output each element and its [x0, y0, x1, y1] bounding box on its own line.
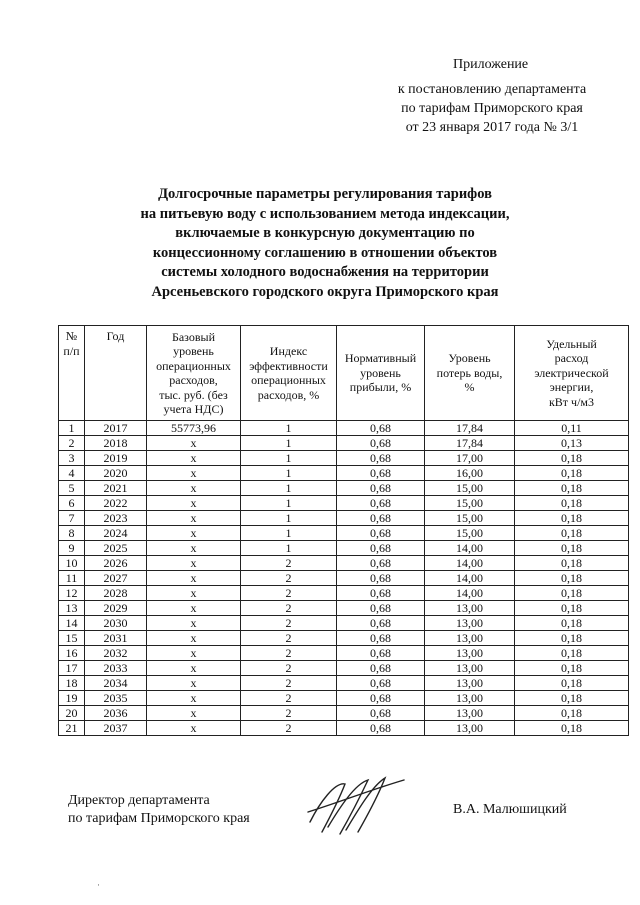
- header-line: №: [65, 329, 78, 343]
- cell-number: 11: [59, 571, 85, 586]
- cell-year: 2026: [85, 556, 147, 571]
- cell-year: 2034: [85, 676, 147, 691]
- cell-number: 20: [59, 706, 85, 721]
- cell-energy-consumption: 0,18: [515, 631, 629, 646]
- cell-efficiency-index: 1: [241, 541, 337, 556]
- title-line: системы холодного водоснабжения на территории: [161, 264, 489, 280]
- cell-energy-consumption: 0,18: [515, 526, 629, 541]
- cell-base-opex: х: [147, 436, 241, 451]
- header-line: Уровень: [448, 351, 491, 366]
- table-row: [59, 421, 629, 436]
- table-row: [59, 526, 629, 541]
- header-energy-consumption: [515, 326, 629, 421]
- cell-energy-consumption: 0,18: [515, 466, 629, 481]
- cell-energy-consumption: 0,18: [515, 496, 629, 511]
- header-line: Нормативный: [344, 351, 417, 366]
- header-line: учета НДС): [163, 402, 224, 416]
- header-line: тыс. руб. (без: [159, 387, 228, 402]
- header-line: Удельный: [546, 336, 597, 351]
- header-line: п/п: [63, 343, 80, 358]
- cell-efficiency-index: 1: [241, 481, 337, 496]
- cell-year: 2019: [85, 451, 147, 466]
- cell-efficiency-index: 1: [241, 526, 337, 541]
- cell-efficiency-index: 1: [241, 511, 337, 526]
- cell-year: 2022: [85, 496, 147, 511]
- table-row: [59, 646, 629, 661]
- cell-profit-level: 0,68: [337, 436, 425, 451]
- cell-efficiency-index: 2: [241, 586, 337, 601]
- cell-energy-consumption: 0,13: [515, 436, 629, 451]
- cell-energy-consumption: 0,18: [515, 691, 629, 706]
- cell-number: 21: [59, 721, 85, 736]
- title-line: Долгосрочные параметры регулирования тарифов: [158, 186, 492, 202]
- cell-profit-level: 0,68: [337, 676, 425, 691]
- cell-energy-consumption: 0,18: [515, 676, 629, 691]
- header-profit-level: [337, 326, 425, 421]
- cell-number: 1: [59, 421, 85, 436]
- cell-water-loss: 14,00: [425, 556, 515, 571]
- director-title: [68, 792, 250, 828]
- header-line: электрической: [534, 365, 609, 380]
- cell-base-opex: х: [147, 586, 241, 601]
- cell-efficiency-index: 2: [241, 646, 337, 661]
- cell-year: 2035: [85, 691, 147, 706]
- cell-base-opex: х: [147, 616, 241, 631]
- cell-efficiency-index: 1: [241, 466, 337, 481]
- cell-number: 7: [59, 511, 85, 526]
- cell-water-loss: 15,00: [425, 496, 515, 511]
- cell-year: 2018: [85, 436, 147, 451]
- cell-profit-level: 0,68: [337, 511, 425, 526]
- cell-year: 2020: [85, 466, 147, 481]
- header-base-opex: [147, 326, 241, 421]
- cell-profit-level: 0,68: [337, 721, 425, 736]
- title-line: концессионному соглашению в отношении объектов: [152, 244, 498, 261]
- cell-energy-consumption: 0,18: [515, 586, 629, 601]
- cell-base-opex: х: [147, 691, 241, 706]
- scan-speck: ·: [97, 880, 100, 890]
- cell-year: 2032: [85, 646, 147, 661]
- cell-year: 2033: [85, 661, 147, 676]
- cell-year: 2028: [85, 586, 147, 601]
- header-row: [59, 326, 629, 421]
- cell-base-opex: х: [147, 631, 241, 646]
- cell-energy-consumption: 0,18: [515, 511, 629, 526]
- cell-water-loss: 13,00: [425, 616, 515, 631]
- table-row: [59, 706, 629, 721]
- cell-profit-level: 0,68: [337, 586, 425, 601]
- cell-water-loss: 13,00: [425, 661, 515, 676]
- table-row: [59, 631, 629, 646]
- cell-number: 12: [59, 586, 85, 601]
- header-line: эффективности: [249, 358, 328, 373]
- table-row: [59, 571, 629, 586]
- cell-number: 17: [59, 661, 85, 676]
- header-line: энергии,: [549, 380, 594, 395]
- table-header: [59, 326, 629, 421]
- cell-profit-level: 0,68: [337, 421, 425, 436]
- cell-water-loss: 17,84: [425, 421, 515, 436]
- cell-base-opex: х: [147, 451, 241, 466]
- cell-number: 6: [59, 496, 85, 511]
- cell-year: 2017: [85, 421, 147, 436]
- header-number: [59, 326, 85, 421]
- cell-profit-level: 0,68: [337, 466, 425, 481]
- cell-year: 2024: [85, 526, 147, 541]
- table-row: [59, 511, 629, 526]
- cell-number: 2: [59, 436, 85, 451]
- cell-year: 2027: [85, 571, 147, 586]
- cell-water-loss: 13,00: [425, 721, 515, 736]
- cell-number: 16: [59, 646, 85, 661]
- header-line: уровень: [173, 344, 214, 358]
- cell-base-opex: х: [147, 571, 241, 586]
- table-row: [59, 541, 629, 556]
- cell-base-opex: х: [147, 496, 241, 511]
- cell-year: 2029: [85, 601, 147, 616]
- cell-energy-consumption: 0,18: [515, 451, 629, 466]
- cell-number: 10: [59, 556, 85, 571]
- cell-water-loss: 14,00: [425, 541, 515, 556]
- cell-base-opex: х: [147, 466, 241, 481]
- cell-profit-level: 0,68: [337, 496, 425, 511]
- parameters-table: [58, 325, 629, 736]
- table-row: [59, 721, 629, 736]
- cell-efficiency-index: 2: [241, 556, 337, 571]
- header-line: расходов,: [169, 373, 218, 387]
- cell-water-loss: 13,00: [425, 706, 515, 721]
- title-line: включаемые в конкурсную документацию по: [175, 225, 475, 241]
- header-line: операционных: [156, 358, 231, 373]
- cell-efficiency-index: 2: [241, 691, 337, 706]
- cell-water-loss: 15,00: [425, 526, 515, 541]
- header-year: [85, 326, 147, 421]
- cell-number: 19: [59, 691, 85, 706]
- cell-water-loss: 13,00: [425, 601, 515, 616]
- cell-water-loss: 17,00: [425, 451, 515, 466]
- cell-profit-level: 0,68: [337, 451, 425, 466]
- cell-base-opex: х: [147, 511, 241, 526]
- handwritten-signature: [300, 772, 410, 842]
- cell-efficiency-index: 2: [241, 676, 337, 691]
- table-row: [59, 496, 629, 511]
- cell-energy-consumption: 0,18: [515, 481, 629, 496]
- cell-profit-level: 0,68: [337, 661, 425, 676]
- header-line: уровень: [360, 365, 401, 380]
- header-line: Индекс: [269, 344, 308, 358]
- cell-profit-level: 0,68: [337, 631, 425, 646]
- cell-water-loss: 13,00: [425, 676, 515, 691]
- cell-efficiency-index: 2: [241, 706, 337, 721]
- cell-year: 2031: [85, 631, 147, 646]
- cell-base-opex: х: [147, 676, 241, 691]
- table-row: [59, 616, 629, 631]
- cell-year: 2025: [85, 541, 147, 556]
- cell-base-opex: х: [147, 541, 241, 556]
- cell-base-opex: 55773,96: [147, 421, 241, 436]
- cell-profit-level: 0,68: [337, 571, 425, 586]
- cell-energy-consumption: 0,11: [515, 421, 629, 436]
- cell-water-loss: 15,00: [425, 511, 515, 526]
- cell-energy-consumption: 0,18: [515, 661, 629, 676]
- decree-reference: [372, 80, 612, 137]
- header-line: кВт ч/м3: [548, 394, 595, 409]
- document-title: [60, 185, 590, 302]
- cell-profit-level: 0,68: [337, 541, 425, 556]
- cell-energy-consumption: 0,18: [515, 541, 629, 556]
- cell-profit-level: 0,68: [337, 526, 425, 541]
- cell-base-opex: х: [147, 706, 241, 721]
- title-line: на питьевую воду с использованием метода индексации,: [140, 205, 510, 222]
- cell-water-loss: 15,00: [425, 481, 515, 496]
- cell-water-loss: 13,00: [425, 646, 515, 661]
- cell-efficiency-index: 2: [241, 601, 337, 616]
- cell-efficiency-index: 2: [241, 616, 337, 631]
- cell-number: 8: [59, 526, 85, 541]
- header-line: расходов, %: [257, 387, 320, 402]
- cell-base-opex: х: [147, 556, 241, 571]
- cell-number: 15: [59, 631, 85, 646]
- appendix-label: Приложение: [453, 57, 529, 72]
- cell-water-loss: 13,00: [425, 631, 515, 646]
- cell-number: 5: [59, 481, 85, 496]
- cell-efficiency-index: 2: [241, 721, 337, 736]
- decree-line: по тарифам Приморского края: [401, 101, 583, 116]
- header-line: операционных: [251, 373, 326, 387]
- cell-energy-consumption: 0,18: [515, 721, 629, 736]
- decree-line: к постановлению департамента: [397, 82, 587, 97]
- cell-number: 3: [59, 451, 85, 466]
- cell-base-opex: х: [147, 661, 241, 676]
- cell-energy-consumption: 0,18: [515, 616, 629, 631]
- cell-number: 4: [59, 466, 85, 481]
- cell-base-opex: х: [147, 526, 241, 541]
- cell-water-loss: 14,00: [425, 586, 515, 601]
- cell-year: 2036: [85, 706, 147, 721]
- cell-efficiency-index: 2: [241, 571, 337, 586]
- cell-water-loss: 17,84: [425, 436, 515, 451]
- cell-year: 2023: [85, 511, 147, 526]
- header-water-loss: [425, 326, 515, 421]
- signer-name: В.А. Малюшицкий: [453, 802, 567, 817]
- header-line: прибыли, %: [349, 380, 412, 395]
- table-row: [59, 466, 629, 481]
- cell-base-opex: х: [147, 601, 241, 616]
- cell-number: 13: [59, 601, 85, 616]
- table-row: [59, 691, 629, 706]
- table-row: [59, 586, 629, 601]
- director-line: Директор департамента: [68, 793, 210, 808]
- header-efficiency-index: [241, 326, 337, 421]
- cell-efficiency-index: 1: [241, 451, 337, 466]
- cell-number: 9: [59, 541, 85, 556]
- table-row: [59, 661, 629, 676]
- table-row: [59, 601, 629, 616]
- header-line: Год: [106, 329, 125, 343]
- cell-efficiency-index: 2: [241, 631, 337, 646]
- cell-energy-consumption: 0,18: [515, 646, 629, 661]
- table-row: [59, 436, 629, 451]
- cell-profit-level: 0,68: [337, 706, 425, 721]
- cell-profit-level: 0,68: [337, 616, 425, 631]
- cell-water-loss: 14,00: [425, 571, 515, 586]
- decree-line: от 23 января 2017 года № 3/1: [405, 120, 579, 135]
- header-line: %: [464, 380, 475, 395]
- cell-water-loss: 16,00: [425, 466, 515, 481]
- cell-profit-level: 0,68: [337, 481, 425, 496]
- cell-energy-consumption: 0,18: [515, 706, 629, 721]
- cell-energy-consumption: 0,18: [515, 601, 629, 616]
- table-row: [59, 556, 629, 571]
- table-row: [59, 481, 629, 496]
- cell-efficiency-index: 1: [241, 496, 337, 511]
- cell-water-loss: 13,00: [425, 691, 515, 706]
- cell-base-opex: х: [147, 481, 241, 496]
- cell-energy-consumption: 0,18: [515, 571, 629, 586]
- cell-efficiency-index: 2: [241, 661, 337, 676]
- director-line: по тарифам Приморского края: [68, 811, 250, 826]
- cell-energy-consumption: 0,18: [515, 556, 629, 571]
- header-line: потерь воды,: [436, 365, 503, 380]
- cell-base-opex: х: [147, 721, 241, 736]
- cell-year: 2030: [85, 616, 147, 631]
- cell-year: 2037: [85, 721, 147, 736]
- table-body: [59, 421, 629, 736]
- table-row: [59, 676, 629, 691]
- cell-profit-level: 0,68: [337, 601, 425, 616]
- cell-efficiency-index: 1: [241, 421, 337, 436]
- title-line: Арсеньевского городского округа Приморского края: [151, 283, 499, 300]
- cell-efficiency-index: 1: [241, 436, 337, 451]
- table-row: [59, 451, 629, 466]
- cell-base-opex: х: [147, 646, 241, 661]
- cell-profit-level: 0,68: [337, 556, 425, 571]
- header-line: расход: [554, 351, 589, 366]
- header-line: Базовый: [171, 329, 216, 344]
- cell-year: 2021: [85, 481, 147, 496]
- cell-profit-level: 0,68: [337, 691, 425, 706]
- cell-number: 18: [59, 676, 85, 691]
- cell-profit-level: 0,68: [337, 646, 425, 661]
- cell-number: 14: [59, 616, 85, 631]
